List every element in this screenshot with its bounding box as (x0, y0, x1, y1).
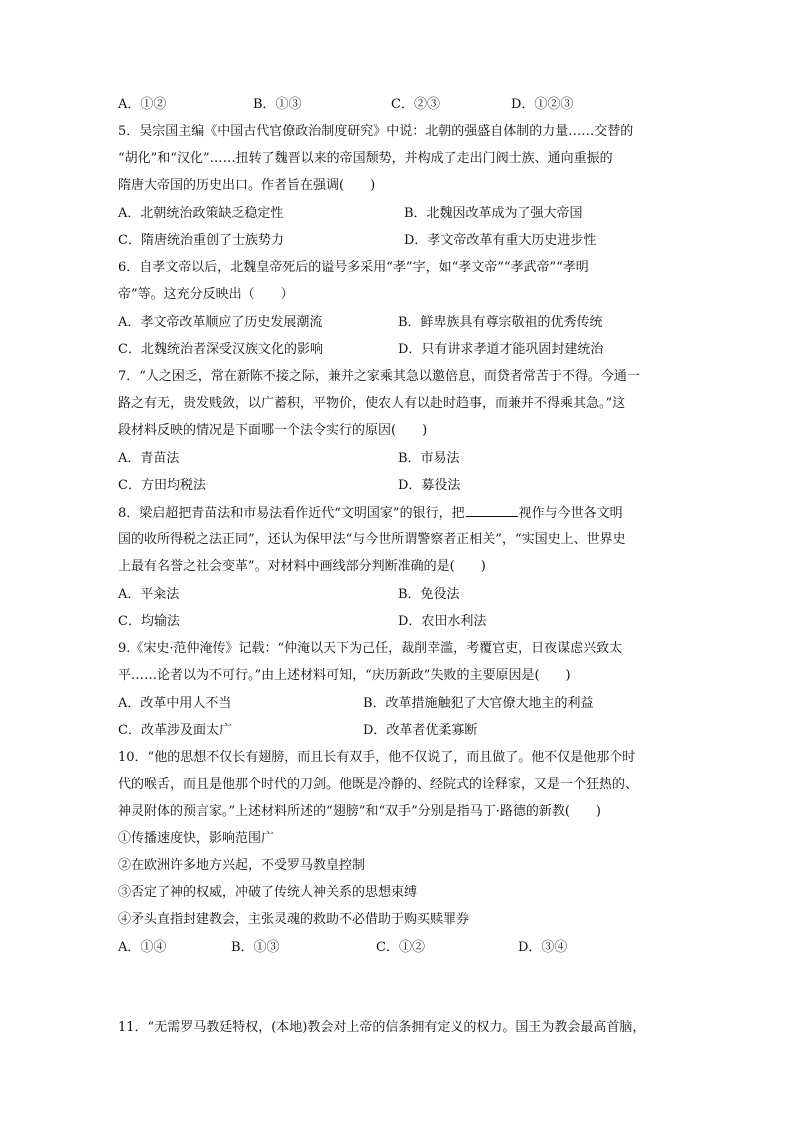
statement-3: ③否定了神的权威，冲破了传统人神关系的思想束缚 (118, 885, 418, 900)
question-8-text: 视作与今世各文明 (518, 506, 623, 521)
option-d: D．孝文帝改革有重大历史进步性 (404, 233, 597, 248)
option-d: D．改革者优柔寡断 (363, 723, 478, 738)
option-a: A．青苗法 (118, 451, 180, 466)
question-6-line: 6．自孝文帝以后，北魏皇帝死后的谥号多采用“孝”字，如“孝文帝”“孝武帝”“孝明 (118, 260, 589, 275)
option-a: A．平籴法 (118, 587, 180, 602)
question-10-line: 代的喉舌，而且是他那个时代的刀剑。他既是冷静的、经院式的诠释家，又是一个狂热的、 (118, 777, 639, 792)
option-d: D．募役法 (398, 478, 461, 493)
option-c: C．改革涉及面太广 (118, 723, 232, 738)
option-b: B．①③ (253, 97, 302, 112)
option-d: D．③④ (518, 940, 568, 955)
option-a: A．改革中用人不当 (118, 696, 232, 711)
option-c: C．②③ (391, 97, 440, 112)
option-c: C．方田均税法 (118, 478, 206, 493)
option-d: D．①②③ (511, 97, 574, 112)
question-7-line: 路之有无，贵发贱敛，以广蓄积，平物价，使农人有以赴时趋事，而兼并不得乘其急。”这 (118, 396, 626, 411)
statement-1: ①传播速度快，影响范围广 (118, 831, 275, 846)
statement-4: ④矛头直指封建教会，主张灵魂的救助不必借助于购买赎罪券 (118, 912, 470, 927)
option-c: C．均输法 (118, 614, 180, 629)
option-a: A．北朝统治政策缺乏稳定性 (118, 206, 284, 221)
option-d: D．农田水利法 (398, 614, 487, 629)
option-b: B．改革措施触犯了大官僚大地主的利益 (363, 696, 594, 711)
option-d: D．只有讲求孝道才能巩固封建统治 (398, 342, 604, 357)
option-c: C．①② (376, 940, 425, 955)
statement-2: ②在欧洲许多地方兴起，不受罗马教皇控制 (118, 858, 366, 873)
option-a: A．①④ (118, 940, 167, 955)
question-8-line: 上最有名誉之社会变革”。对材料中画线部分判断准确的是( ) (118, 559, 486, 574)
question-11-line: 11．“无需罗马教廷特权，(本地)教会对上帝的信条拥有定义的权力。国王为教会最高首脑， (118, 1020, 646, 1035)
option-a: A．孝文帝改革顺应了历史发展潮流 (118, 315, 323, 330)
question-8-line (118, 504, 623, 523)
option-b: B．鲜卑族具有尊宗敬祖的优秀传统 (398, 315, 603, 330)
option-b: B．北魏因改革成为了强大帝国 (404, 206, 583, 221)
question-8-line: 国的收所得税之法正同”，还认为保甲法“与今世所谓警察者正相关”，“实国史上、世界史 (118, 532, 626, 547)
question-7-line: 7．“人之困乏，常在新陈不接之际，兼并之家乘其急以邀倍息，而贷者常苦于不得。今通一 (118, 369, 640, 384)
question-8-text: 8．梁启超把青苗法和市易法看作近代“文明国家”的银行，把 (118, 506, 465, 521)
question-5-line: 5．吴宗国主编《中国古代官僚政治制度研究》中说：北朝的强盛自体制的力量……交替的 (118, 124, 634, 139)
question-6-line: 帝”等。这充分反映出（ ） (118, 287, 294, 302)
option-c: C．隋唐统治重创了士族势力 (118, 233, 284, 248)
option-b: B．市易法 (398, 451, 460, 466)
option-b: B．免役法 (398, 587, 460, 602)
question-9-line: 平……论者以为不可行。”由上述材料可知，“庆历新政”失败的主要原因是( ) (118, 668, 571, 683)
question-5-line: 隋唐大帝国的历史出口。作者旨在强调( ) (118, 178, 376, 193)
question-7-line: 段材料反映的情况是下面哪一个法令实行的原因( ) (118, 423, 428, 438)
question-9-line: 9.《宋史·范仲淹传》记载：“仲淹以天下为己任，裁削幸滥，考覆官吏，日夜谋虑兴致太 (118, 641, 623, 656)
option-c: C．北魏统治者深受汉族文化的影响 (118, 342, 323, 357)
option-b: B．①③ (231, 940, 280, 955)
answer-blank (466, 504, 518, 517)
question-5-line: “胡化”和“汉化”……扭转了魏晋以来的帝国颓势，并构成了走出门阀士族、通向重振的 (118, 151, 613, 166)
question-10-line: 10．“他的思想不仅长有翅膀，而且长有双手，他不仅说了，而且做了。他不仅是他那个时 (118, 750, 636, 765)
option-a: A．①② (118, 97, 167, 112)
question-10-line: 神灵附体的预言家。”上述材料所述的“翅膀”和“双手”分别是指马丁·路德的新教( ) (118, 804, 602, 819)
